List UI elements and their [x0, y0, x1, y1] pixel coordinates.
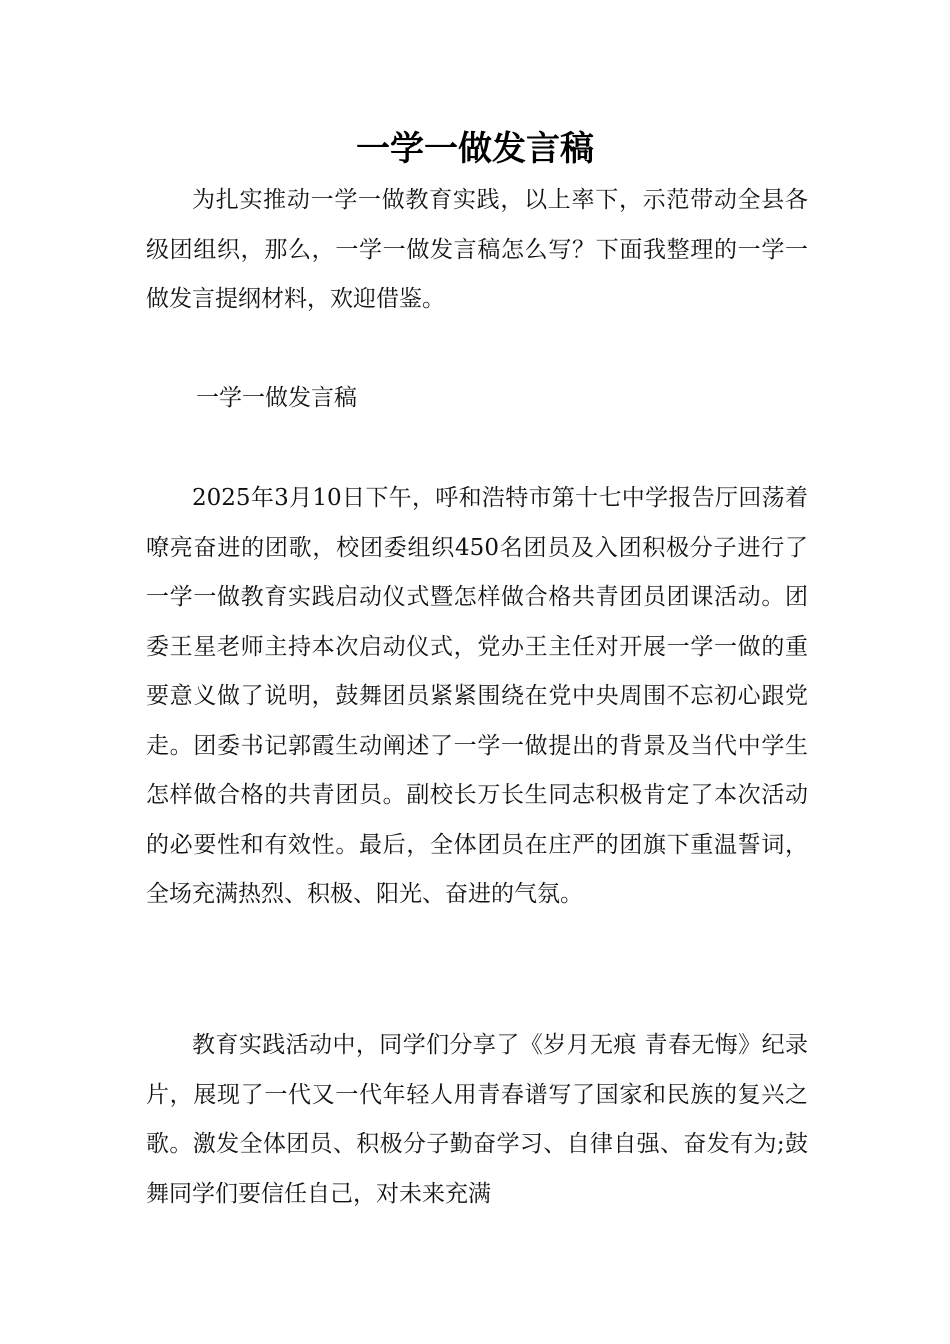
body-paragraph-event: 2025年3月10日下午，呼和浩特市第十七中学报告厅回荡着嘹亮奋进的团歌，校团委组织450名团员及入团积极分子进行了一学一做教育实践启动仪式暨怎样做合格共青团员团课活动。团委王星老师主持本次启动仪式，党办王主任对开展一学一做的重要意义做了说明，鼓舞团员紧紧围绕在党中央周围不忘初心跟党走。团委书记郭霞生动阐述了一学一做提出的背景及当代中学生怎样做合格的共青团员。副校长万长生同志积极肯定了本次活动的必要性和有效性。最后，全体团员在庄严的团旗下重温誓词，全场充满热烈、积极、阳光、奋进的气氛。 [146, 485, 808, 907]
document-title: 一学一做发言稿 [356, 129, 594, 169]
body-paragraph-activity: 教育实践活动中，同学们分享了《岁月无痕 青春无悔》纪录片，展现了一代又一代年轻人用青春谱写了国家和民族的复兴之歌。激发全体团员、积极分子勤奋学习、自律自强、奋发有为;鼓舞同学们要信任自己，对未来充满 [146, 1032, 808, 1207]
section-subheading: 一学一做发言稿 [196, 385, 357, 411]
intro-paragraph: 为扎实推动一学一做教育实践，以上率下，示范带动全县各级团组织，那么，一学一做发言稿怎么写？下面我整理的一学一做发言提纲材料，欢迎借鉴。 [146, 187, 808, 312]
